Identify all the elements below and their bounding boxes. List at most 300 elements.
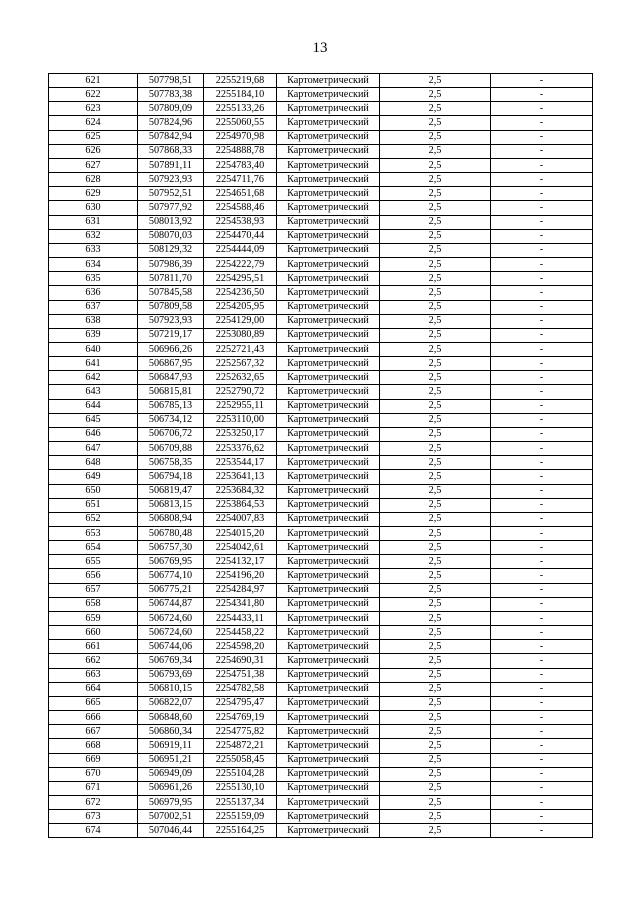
- method-cell: Картометрический: [277, 102, 380, 116]
- x-coordinate-cell: 507868,33: [138, 144, 204, 158]
- accuracy-cell: 2,5: [380, 498, 491, 512]
- table-row: [49, 512, 593, 526]
- point-number-cell: 647: [49, 442, 138, 456]
- note-cell: -: [491, 215, 593, 229]
- y-coordinate-cell: 2254872,21: [204, 739, 277, 753]
- note-cell: -: [491, 442, 593, 456]
- x-coordinate-cell: 506775,21: [138, 583, 204, 597]
- point-number-cell: 653: [49, 527, 138, 541]
- y-coordinate-cell: 2255058,45: [204, 753, 277, 767]
- x-coordinate-cell: 506744,87: [138, 597, 204, 611]
- table-row: [49, 442, 593, 456]
- note-cell: -: [491, 258, 593, 272]
- x-coordinate-cell: 506757,30: [138, 541, 204, 555]
- point-number-cell: 665: [49, 696, 138, 710]
- y-coordinate-cell: 2254341,80: [204, 597, 277, 611]
- point-number-cell: 668: [49, 739, 138, 753]
- accuracy-cell: 2,5: [380, 456, 491, 470]
- point-number-cell: 625: [49, 130, 138, 144]
- method-cell: Картометрический: [277, 569, 380, 583]
- y-coordinate-cell: 2254205,95: [204, 300, 277, 314]
- y-coordinate-cell: 2252721,43: [204, 342, 277, 356]
- x-coordinate-cell: 507952,51: [138, 187, 204, 201]
- page-number: 13: [312, 40, 328, 56]
- y-coordinate-cell: 2254651,68: [204, 187, 277, 201]
- table-row: [49, 328, 593, 342]
- accuracy-cell: 2,5: [380, 753, 491, 767]
- point-number-cell: 664: [49, 682, 138, 696]
- x-coordinate-cell: 508129,32: [138, 243, 204, 257]
- x-coordinate-cell: 506709,88: [138, 442, 204, 456]
- method-cell: Картометрический: [277, 682, 380, 696]
- point-number-cell: 636: [49, 286, 138, 300]
- method-cell: Картометрический: [277, 130, 380, 144]
- point-number-cell: 624: [49, 116, 138, 130]
- y-coordinate-cell: 2255133,26: [204, 102, 277, 116]
- x-coordinate-cell: 506724,60: [138, 611, 204, 625]
- table-row: [49, 74, 593, 88]
- accuracy-cell: 2,5: [380, 583, 491, 597]
- method-cell: Картометрический: [277, 187, 380, 201]
- table-row: [49, 300, 593, 314]
- x-coordinate-cell: 508070,03: [138, 229, 204, 243]
- table-row: [49, 144, 593, 158]
- x-coordinate-cell: 506979,95: [138, 795, 204, 809]
- note-cell: -: [491, 781, 593, 795]
- note-cell: -: [491, 569, 593, 583]
- method-cell: Картометрический: [277, 173, 380, 187]
- x-coordinate-cell: 507002,51: [138, 810, 204, 824]
- x-coordinate-cell: 506822,07: [138, 696, 204, 710]
- method-cell: Картометрический: [277, 781, 380, 795]
- x-coordinate-cell: 507809,09: [138, 102, 204, 116]
- method-cell: Картометрический: [277, 442, 380, 456]
- method-cell: Картометрический: [277, 314, 380, 328]
- method-cell: Картометрический: [277, 824, 380, 838]
- accuracy-cell: 2,5: [380, 243, 491, 257]
- accuracy-cell: 2,5: [380, 668, 491, 682]
- method-cell: Картометрический: [277, 342, 380, 356]
- x-coordinate-cell: 506769,34: [138, 654, 204, 668]
- x-coordinate-cell: 506860,34: [138, 725, 204, 739]
- x-coordinate-cell: 507783,38: [138, 88, 204, 102]
- accuracy-cell: 2,5: [380, 527, 491, 541]
- point-number-cell: 621: [49, 74, 138, 88]
- x-coordinate-cell: 506744,06: [138, 640, 204, 654]
- accuracy-cell: 2,5: [380, 725, 491, 739]
- accuracy-cell: 2,5: [380, 824, 491, 838]
- table-row: [49, 470, 593, 484]
- accuracy-cell: 2,5: [380, 158, 491, 172]
- y-coordinate-cell: 2252567,32: [204, 357, 277, 371]
- note-cell: -: [491, 654, 593, 668]
- method-cell: Картометрический: [277, 597, 380, 611]
- table-row: [49, 654, 593, 668]
- table-row: [49, 385, 593, 399]
- x-coordinate-cell: 507923,93: [138, 314, 204, 328]
- note-cell: -: [491, 484, 593, 498]
- y-coordinate-cell: 2253110,00: [204, 413, 277, 427]
- table-row: [49, 484, 593, 498]
- note-cell: -: [491, 116, 593, 130]
- point-number-cell: 623: [49, 102, 138, 116]
- y-coordinate-cell: 2254970,98: [204, 130, 277, 144]
- note-cell: -: [491, 810, 593, 824]
- table-row: [49, 357, 593, 371]
- y-coordinate-cell: 2254782,58: [204, 682, 277, 696]
- note-cell: -: [491, 767, 593, 781]
- y-coordinate-cell: 2255219,68: [204, 74, 277, 88]
- x-coordinate-cell: 506780,48: [138, 527, 204, 541]
- method-cell: Картометрический: [277, 144, 380, 158]
- method-cell: Картометрический: [277, 626, 380, 640]
- note-cell: -: [491, 342, 593, 356]
- x-coordinate-cell: 506847,93: [138, 371, 204, 385]
- x-coordinate-cell: 507845,58: [138, 286, 204, 300]
- y-coordinate-cell: 2253080,89: [204, 328, 277, 342]
- table-row: [49, 753, 593, 767]
- table-row: [49, 781, 593, 795]
- point-number-cell: 634: [49, 258, 138, 272]
- x-coordinate-cell: 507219,17: [138, 328, 204, 342]
- y-coordinate-cell: 2254295,51: [204, 272, 277, 286]
- method-cell: Картометрический: [277, 498, 380, 512]
- point-number-cell: 655: [49, 555, 138, 569]
- table-row: [49, 201, 593, 215]
- accuracy-cell: 2,5: [380, 258, 491, 272]
- note-cell: -: [491, 371, 593, 385]
- accuracy-cell: 2,5: [380, 682, 491, 696]
- x-coordinate-cell: 507842,94: [138, 130, 204, 144]
- point-number-cell: 663: [49, 668, 138, 682]
- x-coordinate-cell: 507986,39: [138, 258, 204, 272]
- note-cell: -: [491, 527, 593, 541]
- y-coordinate-cell: 2254795,47: [204, 696, 277, 710]
- table-row: [49, 527, 593, 541]
- point-number-cell: 631: [49, 215, 138, 229]
- point-number-cell: 658: [49, 597, 138, 611]
- x-coordinate-cell: 506794,18: [138, 470, 204, 484]
- note-cell: -: [491, 541, 593, 555]
- table-row: [49, 215, 593, 229]
- x-coordinate-cell: 507824,96: [138, 116, 204, 130]
- table-row: [49, 116, 593, 130]
- x-coordinate-cell: 506810,15: [138, 682, 204, 696]
- method-cell: Картометрический: [277, 541, 380, 555]
- note-cell: -: [491, 328, 593, 342]
- point-number-cell: 662: [49, 654, 138, 668]
- accuracy-cell: 2,5: [380, 215, 491, 229]
- note-cell: -: [491, 640, 593, 654]
- method-cell: Картометрический: [277, 640, 380, 654]
- x-coordinate-cell: 506774,10: [138, 569, 204, 583]
- y-coordinate-cell: 2254042,61: [204, 541, 277, 555]
- accuracy-cell: 2,5: [380, 130, 491, 144]
- note-cell: -: [491, 427, 593, 441]
- y-coordinate-cell: 2252790,72: [204, 385, 277, 399]
- table-row: [49, 569, 593, 583]
- point-number-cell: 644: [49, 399, 138, 413]
- method-cell: Картометрический: [277, 512, 380, 526]
- y-coordinate-cell: 2253544,17: [204, 456, 277, 470]
- note-cell: -: [491, 130, 593, 144]
- y-coordinate-cell: 2254751,38: [204, 668, 277, 682]
- method-cell: Картометрический: [277, 286, 380, 300]
- method-cell: Картометрический: [277, 385, 380, 399]
- note-cell: -: [491, 668, 593, 682]
- point-number-cell: 637: [49, 300, 138, 314]
- table-row: [49, 795, 593, 809]
- point-number-cell: 642: [49, 371, 138, 385]
- note-cell: -: [491, 413, 593, 427]
- method-cell: Картометрический: [277, 725, 380, 739]
- point-number-cell: 667: [49, 725, 138, 739]
- x-coordinate-cell: 507809,58: [138, 300, 204, 314]
- accuracy-cell: 2,5: [380, 300, 491, 314]
- y-coordinate-cell: 2254775,82: [204, 725, 277, 739]
- accuracy-cell: 2,5: [380, 696, 491, 710]
- point-number-cell: 643: [49, 385, 138, 399]
- accuracy-cell: 2,5: [380, 626, 491, 640]
- point-number-cell: 641: [49, 357, 138, 371]
- y-coordinate-cell: 2255060,55: [204, 116, 277, 130]
- accuracy-cell: 2,5: [380, 442, 491, 456]
- accuracy-cell: 2,5: [380, 427, 491, 441]
- point-number-cell: 639: [49, 328, 138, 342]
- y-coordinate-cell: 2255104,28: [204, 767, 277, 781]
- note-cell: -: [491, 498, 593, 512]
- note-cell: -: [491, 357, 593, 371]
- note-cell: -: [491, 470, 593, 484]
- y-coordinate-cell: 2254588,46: [204, 201, 277, 215]
- y-coordinate-cell: 2254769,19: [204, 711, 277, 725]
- note-cell: -: [491, 611, 593, 625]
- y-coordinate-cell: 2254132,17: [204, 555, 277, 569]
- table-row: [49, 272, 593, 286]
- y-coordinate-cell: 2255130,10: [204, 781, 277, 795]
- y-coordinate-cell: 2254888,78: [204, 144, 277, 158]
- point-number-cell: 670: [49, 767, 138, 781]
- point-number-cell: 654: [49, 541, 138, 555]
- y-coordinate-cell: 2254236,50: [204, 286, 277, 300]
- accuracy-cell: 2,5: [380, 187, 491, 201]
- accuracy-cell: 2,5: [380, 597, 491, 611]
- point-number-cell: 669: [49, 753, 138, 767]
- note-cell: -: [491, 583, 593, 597]
- table-row: [49, 498, 593, 512]
- accuracy-cell: 2,5: [380, 173, 491, 187]
- y-coordinate-cell: 2254444,09: [204, 243, 277, 257]
- point-number-cell: 630: [49, 201, 138, 215]
- table-row: [49, 583, 593, 597]
- point-number-cell: 672: [49, 795, 138, 809]
- note-cell: -: [491, 795, 593, 809]
- accuracy-cell: 2,5: [380, 413, 491, 427]
- x-coordinate-cell: 506867,95: [138, 357, 204, 371]
- y-coordinate-cell: 2253684,32: [204, 484, 277, 498]
- method-cell: Картометрический: [277, 158, 380, 172]
- method-cell: Картометрический: [277, 229, 380, 243]
- x-coordinate-cell: 507923,93: [138, 173, 204, 187]
- y-coordinate-cell: 2254470,44: [204, 229, 277, 243]
- table-row: [49, 696, 593, 710]
- method-cell: Картометрический: [277, 711, 380, 725]
- table-row: [49, 413, 593, 427]
- x-coordinate-cell: 506951,21: [138, 753, 204, 767]
- y-coordinate-cell: 2254015,20: [204, 527, 277, 541]
- accuracy-cell: 2,5: [380, 286, 491, 300]
- x-coordinate-cell: 507811,70: [138, 272, 204, 286]
- accuracy-cell: 2,5: [380, 654, 491, 668]
- note-cell: -: [491, 300, 593, 314]
- table-row: [49, 555, 593, 569]
- table-row: [49, 541, 593, 555]
- point-number-cell: 640: [49, 342, 138, 356]
- point-number-cell: 632: [49, 229, 138, 243]
- table-row: [49, 767, 593, 781]
- note-cell: -: [491, 626, 593, 640]
- method-cell: Картометрический: [277, 300, 380, 314]
- method-cell: Картометрический: [277, 484, 380, 498]
- table-row: [49, 88, 593, 102]
- point-number-cell: 635: [49, 272, 138, 286]
- note-cell: -: [491, 682, 593, 696]
- method-cell: Картометрический: [277, 272, 380, 286]
- x-coordinate-cell: 506961,26: [138, 781, 204, 795]
- x-coordinate-cell: 506949,09: [138, 767, 204, 781]
- method-cell: Картометрический: [277, 258, 380, 272]
- point-number-cell: 651: [49, 498, 138, 512]
- accuracy-cell: 2,5: [380, 116, 491, 130]
- table-row: [49, 640, 593, 654]
- method-cell: Картометрический: [277, 668, 380, 682]
- accuracy-cell: 2,5: [380, 541, 491, 555]
- method-cell: Картометрический: [277, 243, 380, 257]
- method-cell: Картометрический: [277, 357, 380, 371]
- y-coordinate-cell: 2255164,25: [204, 824, 277, 838]
- accuracy-cell: 2,5: [380, 711, 491, 725]
- table-row: [49, 286, 593, 300]
- method-cell: Картометрический: [277, 611, 380, 625]
- y-coordinate-cell: 2252632,65: [204, 371, 277, 385]
- note-cell: -: [491, 597, 593, 611]
- point-number-cell: 673: [49, 810, 138, 824]
- method-cell: Картометрический: [277, 371, 380, 385]
- note-cell: -: [491, 173, 593, 187]
- note-cell: -: [491, 824, 593, 838]
- note-cell: -: [491, 201, 593, 215]
- accuracy-cell: 2,5: [380, 88, 491, 102]
- x-coordinate-cell: 507046,44: [138, 824, 204, 838]
- table-row: [49, 682, 593, 696]
- table-row: [49, 739, 593, 753]
- note-cell: -: [491, 158, 593, 172]
- point-number-cell: 638: [49, 314, 138, 328]
- point-number-cell: 633: [49, 243, 138, 257]
- point-number-cell: 659: [49, 611, 138, 625]
- y-coordinate-cell: 2253376,62: [204, 442, 277, 456]
- note-cell: -: [491, 187, 593, 201]
- y-coordinate-cell: 2255159,09: [204, 810, 277, 824]
- accuracy-cell: 2,5: [380, 555, 491, 569]
- method-cell: Картометрический: [277, 739, 380, 753]
- x-coordinate-cell: 508013,92: [138, 215, 204, 229]
- accuracy-cell: 2,5: [380, 357, 491, 371]
- y-coordinate-cell: 2254284,97: [204, 583, 277, 597]
- x-coordinate-cell: 506819,47: [138, 484, 204, 498]
- note-cell: -: [491, 512, 593, 526]
- table-row: [49, 229, 593, 243]
- note-cell: -: [491, 739, 593, 753]
- point-number-cell: 656: [49, 569, 138, 583]
- point-number-cell: 650: [49, 484, 138, 498]
- table-row: [49, 824, 593, 838]
- method-cell: Картометрический: [277, 399, 380, 413]
- point-number-cell: 627: [49, 158, 138, 172]
- x-coordinate-cell: 506848,60: [138, 711, 204, 725]
- method-cell: Картометрический: [277, 88, 380, 102]
- y-coordinate-cell: 2253250,17: [204, 427, 277, 441]
- table-row: [49, 611, 593, 625]
- point-number-cell: 661: [49, 640, 138, 654]
- y-coordinate-cell: 2254007,83: [204, 512, 277, 526]
- note-cell: -: [491, 399, 593, 413]
- y-coordinate-cell: 2254690,31: [204, 654, 277, 668]
- table-row: [49, 810, 593, 824]
- accuracy-cell: 2,5: [380, 640, 491, 654]
- accuracy-cell: 2,5: [380, 810, 491, 824]
- table-row: [49, 371, 593, 385]
- point-number-cell: 660: [49, 626, 138, 640]
- note-cell: -: [491, 456, 593, 470]
- y-coordinate-cell: 2255184,10: [204, 88, 277, 102]
- method-cell: Картометрический: [277, 696, 380, 710]
- method-cell: Картометрический: [277, 795, 380, 809]
- method-cell: Картометрический: [277, 654, 380, 668]
- note-cell: -: [491, 243, 593, 257]
- accuracy-cell: 2,5: [380, 102, 491, 116]
- y-coordinate-cell: 2252955,11: [204, 399, 277, 413]
- accuracy-cell: 2,5: [380, 74, 491, 88]
- accuracy-cell: 2,5: [380, 611, 491, 625]
- table-row: [49, 314, 593, 328]
- accuracy-cell: 2,5: [380, 371, 491, 385]
- method-cell: Картометрический: [277, 456, 380, 470]
- coordinates-table: [48, 73, 593, 838]
- accuracy-cell: 2,5: [380, 272, 491, 286]
- note-cell: -: [491, 229, 593, 243]
- accuracy-cell: 2,5: [380, 781, 491, 795]
- x-coordinate-cell: 506706,72: [138, 427, 204, 441]
- x-coordinate-cell: 506769,95: [138, 555, 204, 569]
- table-row: [49, 626, 593, 640]
- method-cell: Картометрический: [277, 413, 380, 427]
- table-row: [49, 456, 593, 470]
- method-cell: Картометрический: [277, 555, 380, 569]
- y-coordinate-cell: 2254196,20: [204, 569, 277, 583]
- point-number-cell: 671: [49, 781, 138, 795]
- accuracy-cell: 2,5: [380, 201, 491, 215]
- note-cell: -: [491, 555, 593, 569]
- x-coordinate-cell: 506785,13: [138, 399, 204, 413]
- x-coordinate-cell: 506919,11: [138, 739, 204, 753]
- x-coordinate-cell: 506813,15: [138, 498, 204, 512]
- note-cell: -: [491, 753, 593, 767]
- y-coordinate-cell: 2254783,40: [204, 158, 277, 172]
- point-number-cell: 628: [49, 173, 138, 187]
- table-row: [49, 258, 593, 272]
- point-number-cell: 645: [49, 413, 138, 427]
